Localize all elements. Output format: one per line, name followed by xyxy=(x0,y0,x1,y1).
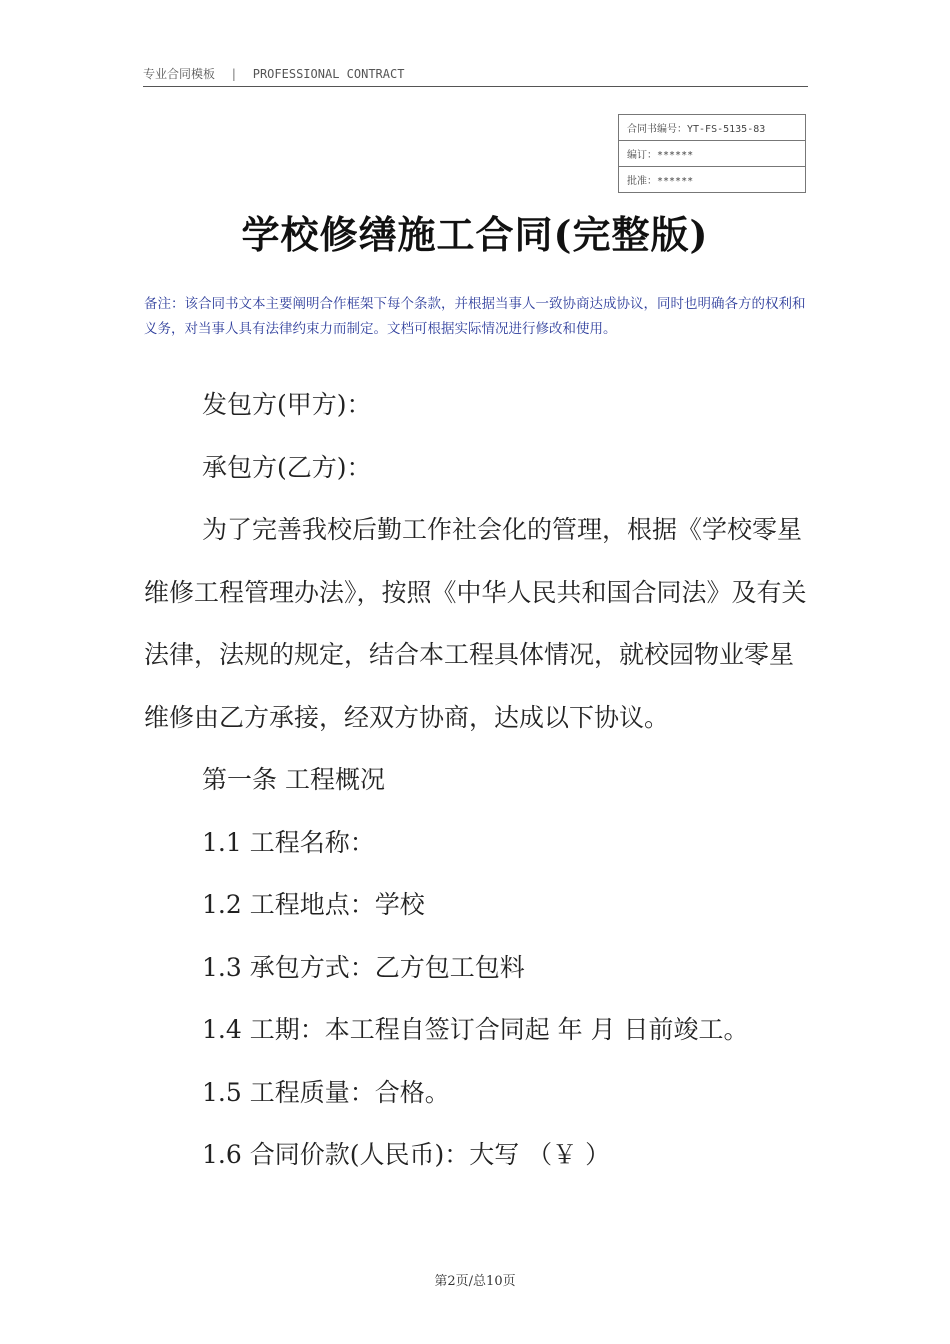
page-footer: 第2页/总10页 xyxy=(434,1274,516,1289)
intro-paragraph: 为了完善我校后勤工作社会化的管理，根据《学校零星维修工程管理办法》，按照《中华人民共和国合同法》及有关法律，法规的规定，结合本工程具体情况，就校园物业零星维修由乙方承接，经双方协商，达成以下协议。 xyxy=(144,515,807,732)
item-1-2: 1.2 工程地点：学校 xyxy=(202,890,425,919)
item-1-3: 1.3 承包方式：乙方包工包料 xyxy=(202,952,525,982)
contract-number: 合同书编号：YT-FS-5135-83 xyxy=(619,115,806,141)
page-header xyxy=(143,64,808,87)
header-right-text: PROFESSIONAL CONTRACT xyxy=(252,67,405,81)
article-1-heading: 第一条 工程概况 xyxy=(202,765,385,794)
document-note: 备注：该合同书文本主要阐明合作框架下每个条款，并根据当事人一致协商达成协议，同时也明确各方的权利和义务，对当事人具有法律约束力而制定。文档可根据实际情况进行修改和使用。 xyxy=(144,296,806,337)
contract-editor: 编订：****** xyxy=(619,141,806,167)
document-title: 学校修缮施工合同(完整版) xyxy=(241,212,709,257)
party-b-line: 承包方(乙方)： xyxy=(202,452,372,482)
item-1-4: 1.4 工期：本工程自签订合同起 年 月 日前竣工。 xyxy=(202,1015,749,1044)
header-separator: | xyxy=(230,67,238,81)
party-a-line: 发包方(甲方)： xyxy=(202,390,372,419)
item-1-1: 1.1 工程名称： xyxy=(202,827,375,857)
contract-approver: 批准：****** xyxy=(619,167,806,193)
header-left-text: 专业合同模板 xyxy=(143,67,216,81)
item-1-6: 1.6 合同价款(人民币)：大写 （￥ ） xyxy=(202,1140,611,1169)
contract-info-table xyxy=(618,114,806,193)
item-1-5: 1.5 工程质量：合格。 xyxy=(202,1077,450,1107)
document-body xyxy=(144,374,810,1187)
